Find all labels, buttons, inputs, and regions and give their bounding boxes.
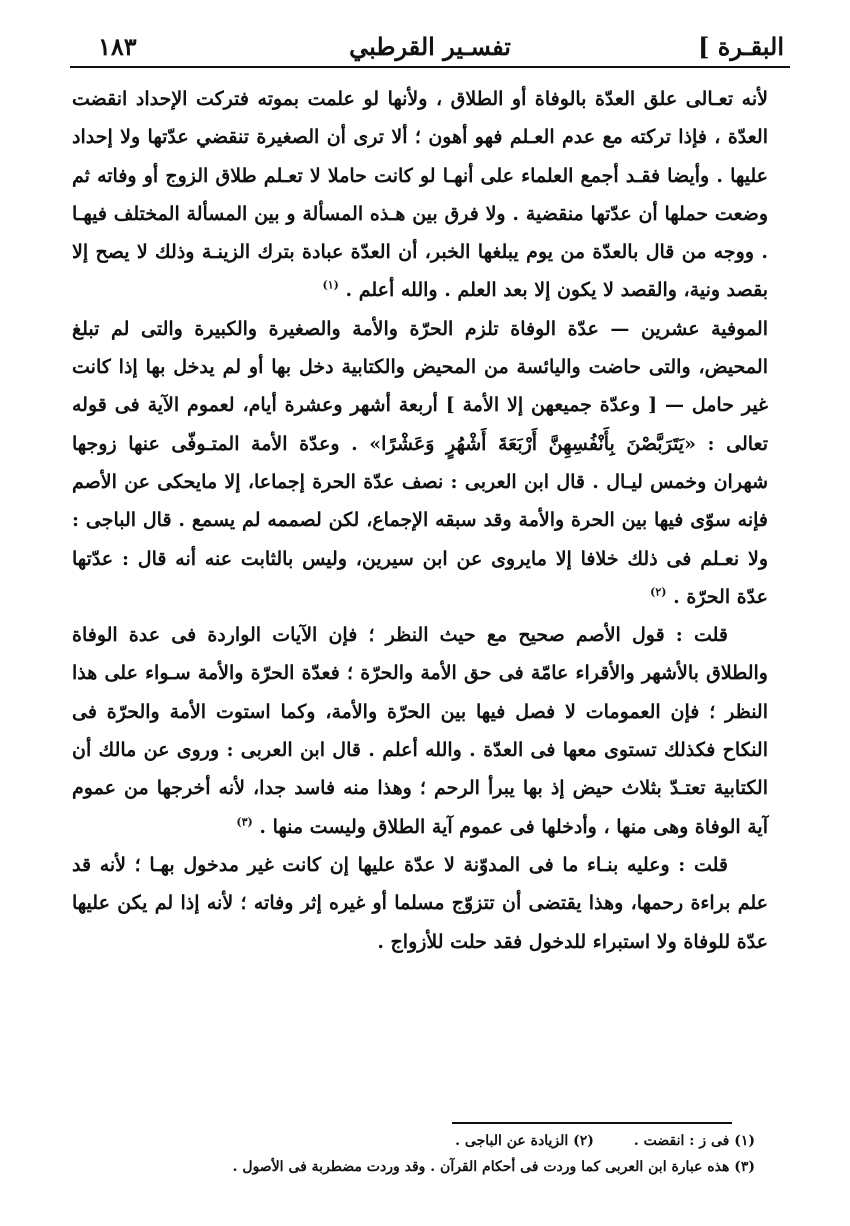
- paragraph-2-text: الموفية عشرين — عدّة الوفاة تلزم الحرّة والأمة والصغيرة والكبيرة والتى لم تبلغ المحيض، والتى حاضت واليائسة من المحيض والكتابية دخل بها أو لم يدخل بها إذا كانت غير حامل — [ وعدّة جميعهن إلا الأمة ] أربعة أشهر وعشرة أيام، لعموم الآية فى قوله تعالى : «يَتَرَبَّصْنَ بِأَنْفُسِهِنَّ أَرْبَعَةَ أَشْهُرٍ وَعَشْرًا» . وعدّة الأمة المتـوفّى عنها زوجها شهران وخمس ليـال . قال ابن العربى : نصف عدّة الحرة إجماعا، إلا مايحكى عن الأصم فإنه سوّى فيها بين الحرة والأمة وقد سبقه الإجماع، لكن لصممه لم يسمع . قال الباجى : ولا نعـلم فى ذلك خلافا إلا مايروى عن ابن سيرين، وليس بالثابت عنه أنه قال : عدّتها عدّة الحرّة .: [72, 317, 768, 608]
- footnote-ref-3: (٣): [236, 815, 253, 829]
- paragraph-3-text: قلت : قول الأصم صحيح مع حيث النظر ؛ فإن الآيات الواردة فى عدة الوفاة والطلاق بالأشهر والأقراء عامّة فى حق الأمة والحرّة ؛ فعدّة الحرّة والأمة سـواء على هذا النظر ؛ فإن العمومات لا فصل فيها بين الحرّة والأمة، وكما استوت الأمة والحرّة فى النكاح فكذلك تستوى معها فى العدّة . والله أعلم . قال ابن العربى : وروى عن مالك أن الكتابية تعتـدّ بثلاث حيض إذ بها يبرأ الرحم ؛ وهذا منه فاسد جدا، لأنه أخرجها من عموم آية الوفاة وهى منها ، وأدخلها فى عموم آية الطلاق وليست منها .: [72, 624, 768, 838]
- footnote-divider: [452, 1122, 732, 1124]
- footnote-3: (٣) هذه عبارة ابن العربى كما وردت فى أحكام القرآن . وقد وردت مضطربة فى الأصول .: [232, 1159, 755, 1175]
- page-number: ١٨٣: [98, 32, 137, 61]
- footnote-ref-1: (١): [322, 279, 339, 293]
- paragraph-1-text: لأنه تعـالى علق العدّة بالوفاة أو الطلاق ، ولأنها لو علمت بموته فتركت الإحداد انقضت العدّة ، فإذا تركته مع عدم العـلم فهو أهون ؛ ألا ترى أن الصغيرة تنقضي عدّتها ولا إحداد عليها . وأيضا فقـد أجمع العلماء على أنهـا لو كانت حاملا لا تعـلم طلاق الزوج أو وفاته ثم وضعت حملها أن عدّتها منقضية . ولا فرق بين هـذه المسألة و بين المسألة المختلف فيهـا . ووجه من قال بالعدّة من يوم يبلغها الخبر، أن العدّة عبادة بترك الزينـة وذلك لا يصح إلا بقصد ونية، والقصد لا يكون إلا بعد العلم . والله أعلم .: [72, 88, 768, 302]
- footnote-2: (٢) الزيادة عن الباجى .: [455, 1133, 594, 1149]
- footnote-row-2: [170, 1154, 755, 1180]
- page-header: [70, 22, 790, 68]
- surah-label: البقـرة ]: [698, 32, 784, 61]
- book-title: تفسـير القرطبي: [349, 32, 511, 61]
- paragraph-2: [72, 310, 768, 616]
- footnote-1: (١) فى ز : انقضت .: [633, 1133, 755, 1149]
- page-body: [72, 80, 768, 961]
- paragraph-4: [72, 846, 768, 961]
- footnote-ref-2: (٢): [650, 585, 667, 599]
- footnotes: [170, 1128, 755, 1180]
- paragraph-4-text: قلت : وعليه بنـاء ما فى المدوّنة لا عدّة عليها إن كانت غير مدخول بهـا ؛ لأنه قد علم براءة رحمها، وهذا يقتضى أن تتزوّج مسلما أو غيره إثر وفاته ؛ لأنه إذا لم يكن عليها عدّة للوفاة ولا استبراء للدخول فقد حلت للأزواج .: [72, 853, 768, 953]
- paragraph-3: [72, 616, 768, 846]
- footnote-row-1: [170, 1128, 755, 1154]
- paragraph-1: [72, 80, 768, 310]
